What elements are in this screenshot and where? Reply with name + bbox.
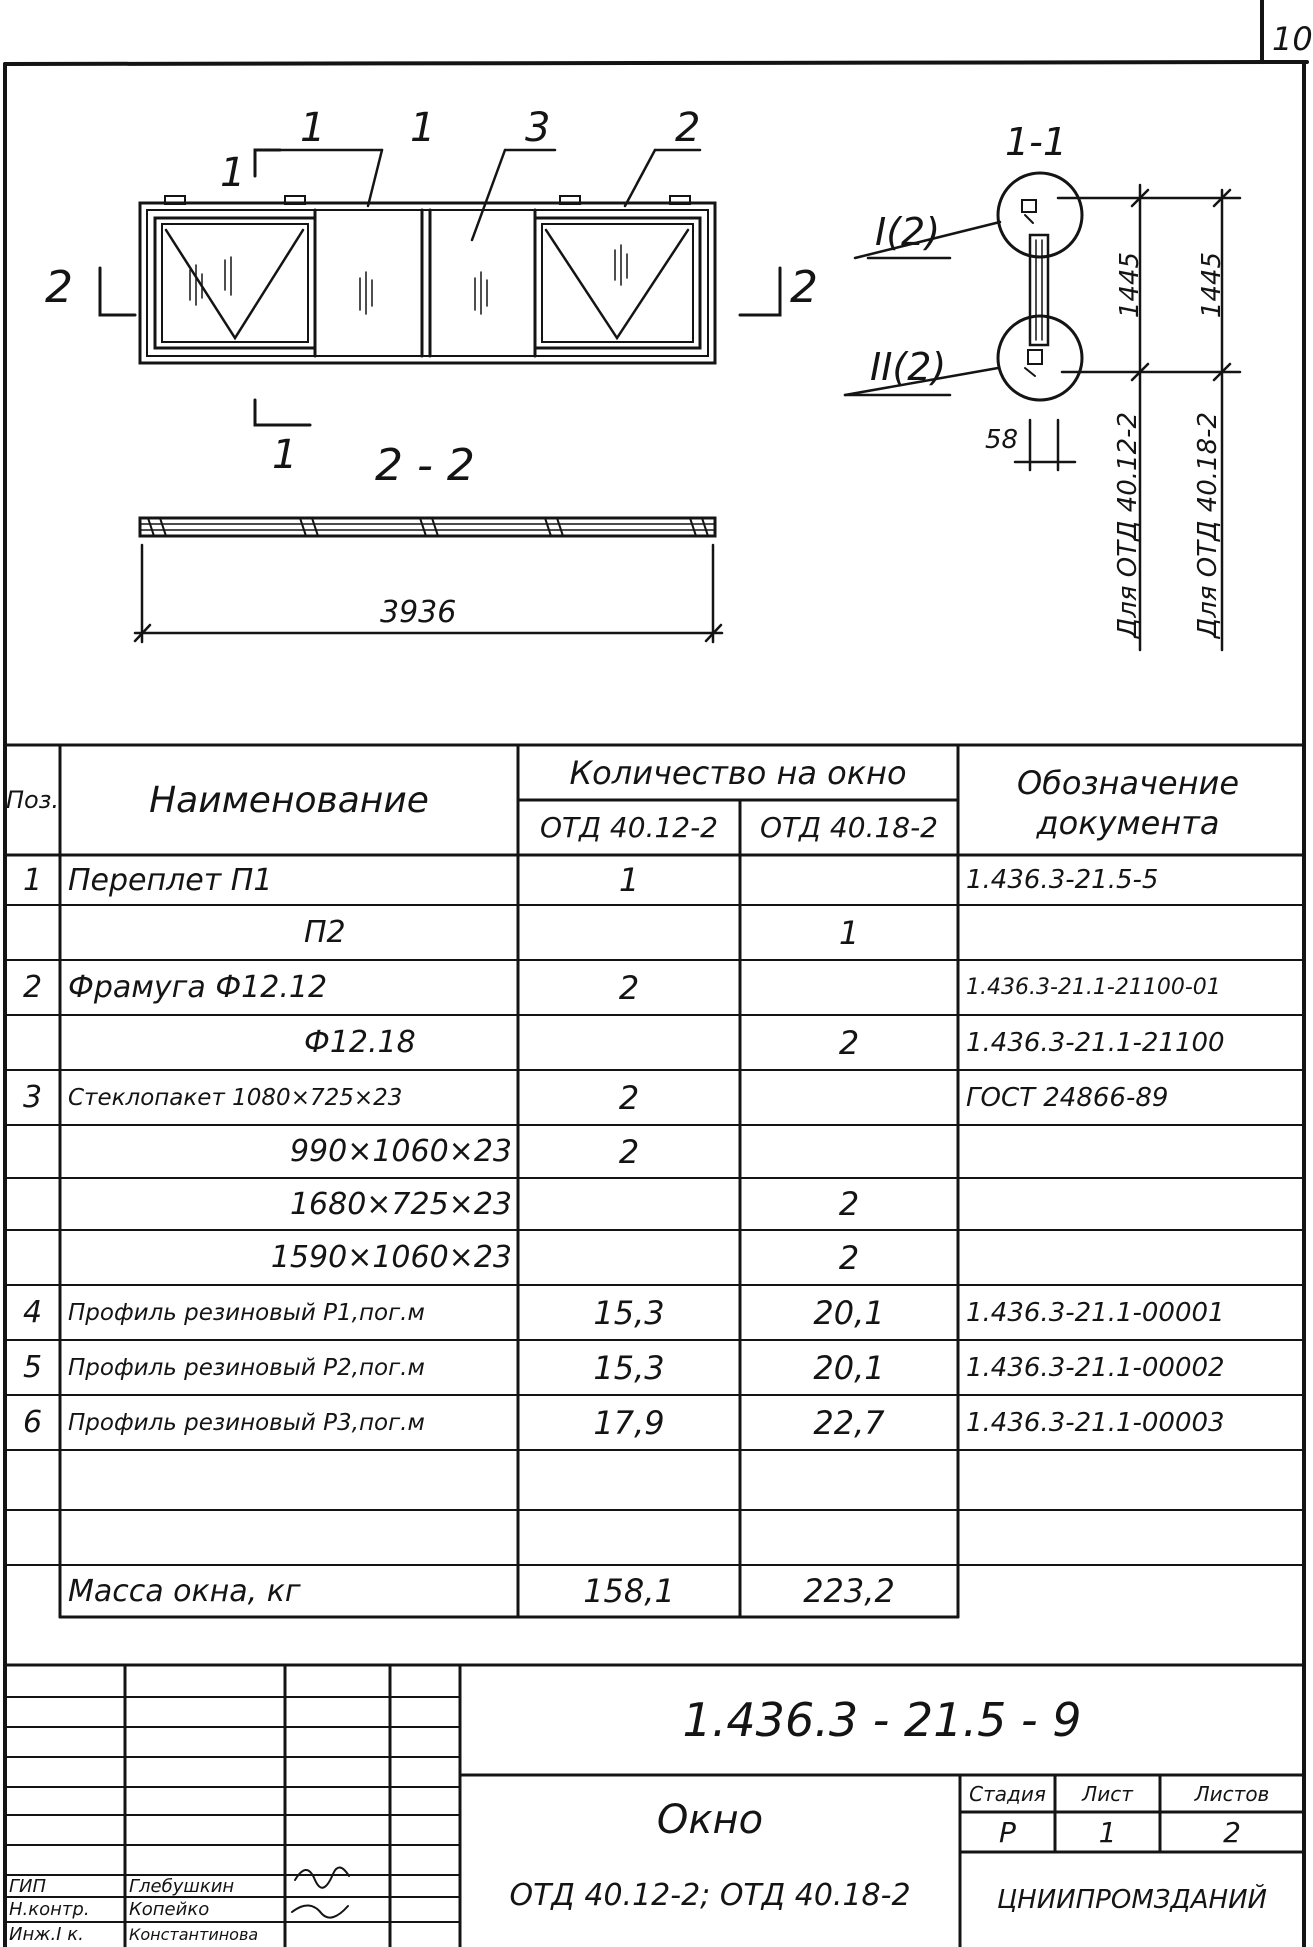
row-pos bbox=[5, 1015, 60, 1070]
row-qty-b: 1 bbox=[838, 913, 860, 952]
callout-1b: 1 bbox=[410, 105, 436, 151]
row-qty-b bbox=[740, 1070, 958, 1125]
row-qty-b: 2 bbox=[838, 1023, 860, 1062]
overall-dimension: 3936 bbox=[380, 595, 457, 630]
row-doc: 1.436.3-21.1-00002 bbox=[966, 1352, 1225, 1383]
row-name: Фрамуга Ф12.12 bbox=[68, 970, 328, 1005]
row-pos bbox=[5, 1510, 60, 1565]
signer-name-1: Глебушкин bbox=[129, 1875, 235, 1897]
row-doc: 1.436.3-21.1-21100 bbox=[966, 1027, 1225, 1058]
section-cut-2-right: 2 bbox=[790, 262, 818, 313]
section-2-2-title: 2 - 2 bbox=[375, 440, 475, 491]
row-pos bbox=[5, 1178, 60, 1230]
row-name: Масса окна, кг bbox=[68, 1573, 301, 1609]
drawing-subtitle: ОТД 40.12-2; ОТД 40.18-2 bbox=[509, 1877, 911, 1913]
row-qty-b: 20,1 bbox=[813, 1348, 885, 1387]
row-doc bbox=[962, 1510, 1308, 1565]
section-cut-1-top: 1 bbox=[220, 150, 246, 196]
row-pos: 3 bbox=[22, 1080, 43, 1115]
sheet-value: 1 bbox=[1098, 1815, 1117, 1849]
row-qty-a bbox=[518, 1015, 740, 1070]
header-qty-b: ОТД 40.18-2 bbox=[760, 811, 938, 844]
drawing-title: Окно bbox=[656, 1797, 764, 1843]
row-pos: 5 bbox=[22, 1350, 43, 1385]
row-pos bbox=[5, 1565, 60, 1617]
row-name bbox=[64, 1510, 516, 1565]
note-a: Для ОТД 40.12-2 bbox=[1113, 411, 1143, 639]
section-cut-1-bottom: 1 bbox=[272, 432, 298, 478]
row-doc bbox=[962, 905, 1308, 960]
row-qty-a bbox=[518, 1178, 740, 1230]
row-name: Переплет П1 bbox=[68, 862, 273, 898]
row-pos bbox=[5, 905, 60, 960]
row-name: Профиль резиновый Р3,пог.м bbox=[68, 1409, 425, 1436]
stage-value: Р bbox=[999, 1815, 1016, 1849]
row-pos: 4 bbox=[22, 1295, 43, 1330]
row-qty-b bbox=[740, 1510, 958, 1565]
signer-role-3: Инж.I к. bbox=[9, 1924, 84, 1945]
callout-2: 2 bbox=[675, 105, 701, 151]
header-pos: Поз. bbox=[5, 786, 60, 814]
row-qty-a: 2 bbox=[618, 1132, 640, 1171]
signer-role-2: Н.контр. bbox=[9, 1899, 90, 1920]
row-qty-a: 2 bbox=[618, 1078, 640, 1117]
window-elevation bbox=[140, 196, 715, 363]
row-pos bbox=[5, 1450, 60, 1510]
detail-1-label: I(2) bbox=[875, 210, 941, 254]
header-qty-a: ОТД 40.12-2 bbox=[540, 811, 718, 844]
signer-name-3: Константинова bbox=[129, 1925, 259, 1944]
stage-header: Стадия bbox=[969, 1781, 1046, 1806]
row-doc bbox=[962, 1565, 1308, 1617]
row-doc: 1.436.3-21.5-5 bbox=[966, 865, 1159, 895]
row-name: 1590×1060×23 bbox=[270, 1240, 512, 1275]
dim-1445-b: 1445 bbox=[1197, 251, 1227, 319]
row-name: 1680×725×23 bbox=[289, 1186, 512, 1222]
row-qty-b: 20,1 bbox=[813, 1293, 885, 1332]
signer-name-2: Копейко bbox=[129, 1899, 210, 1920]
sheet-corner-number: 10 bbox=[1272, 20, 1313, 58]
note-b: Для ОТД 40.18-2 bbox=[1193, 411, 1223, 639]
row-qty-a bbox=[518, 905, 740, 960]
section-1-1-title: 1-1 bbox=[1005, 120, 1068, 164]
document-code: 1.436.3 - 21.5 - 9 bbox=[682, 1693, 1082, 1747]
row-doc bbox=[962, 1450, 1308, 1510]
detail-2-label: II(2) bbox=[870, 345, 947, 389]
row-qty-a: 15,3 bbox=[593, 1348, 665, 1387]
sheets-header: Листов bbox=[1194, 1781, 1270, 1806]
organization-name: ЦНИИПРОМЗДАНИЙ bbox=[997, 1885, 1267, 1915]
row-name: Ф12.18 bbox=[304, 1025, 416, 1060]
row-pos bbox=[5, 1125, 60, 1178]
row-doc: 1.436.3-21.1-00003 bbox=[966, 1407, 1225, 1438]
row-qty-a: 1 bbox=[618, 861, 640, 899]
section-2-2-plan bbox=[140, 518, 715, 536]
row-qty-b bbox=[740, 855, 958, 905]
dim-1445-a: 1445 bbox=[1115, 251, 1145, 319]
header-name: Наименование bbox=[149, 779, 429, 821]
row-doc bbox=[962, 1125, 1308, 1178]
callout-3: 3 bbox=[525, 105, 551, 151]
row-qty-b: 2 bbox=[838, 1238, 860, 1277]
row-doc: ГОСТ 24866-89 bbox=[966, 1082, 1169, 1113]
row-name: Стеклопакет 1080×725×23 bbox=[68, 1084, 403, 1111]
row-doc bbox=[962, 1178, 1308, 1230]
row-qty-a bbox=[518, 1230, 740, 1285]
signer-role-1: ГИП bbox=[9, 1875, 47, 1897]
dim-58: 58 bbox=[985, 425, 1019, 455]
row-doc: 1.436.3-21.1-00001 bbox=[966, 1297, 1225, 1328]
row-qty-b: 22,7 bbox=[813, 1403, 885, 1442]
row-qty-b: 223,2 bbox=[803, 1572, 895, 1610]
row-name: Профиль резиновый Р2,пог.м bbox=[68, 1354, 425, 1381]
row-qty-a: 2 bbox=[618, 968, 640, 1007]
row-name: П2 bbox=[304, 915, 346, 950]
row-qty-a: 158,1 bbox=[583, 1572, 675, 1610]
row-doc bbox=[962, 1230, 1308, 1285]
row-qty-a bbox=[518, 1510, 740, 1565]
sheets-value: 2 bbox=[1223, 1815, 1241, 1849]
row-pos: 2 bbox=[22, 970, 43, 1005]
row-qty-a: 15,3 bbox=[593, 1293, 665, 1332]
row-qty-b bbox=[740, 960, 958, 1015]
row-name bbox=[64, 1450, 516, 1510]
row-name: 990×1060×23 bbox=[289, 1134, 512, 1169]
section-cut-2-left: 2 bbox=[45, 262, 73, 313]
callout-1a: 1 bbox=[300, 105, 326, 151]
row-doc: 1.436.3-21.1-21100-01 bbox=[966, 975, 1221, 1000]
row-qty-b bbox=[740, 1125, 958, 1178]
row-qty-b bbox=[740, 1450, 958, 1510]
row-pos: 1 bbox=[22, 862, 43, 898]
row-pos bbox=[5, 1230, 60, 1285]
header-doc: Обозначение документа bbox=[1016, 763, 1240, 842]
row-pos: 6 bbox=[22, 1405, 43, 1440]
header-qty-group: Количество на окно bbox=[569, 753, 907, 792]
row-name: Профиль резиновый Р1,пог.м bbox=[68, 1299, 425, 1326]
sheet-header: Лист bbox=[1082, 1781, 1133, 1806]
row-qty-a bbox=[518, 1450, 740, 1510]
row-qty-a: 17,9 bbox=[593, 1403, 665, 1442]
row-qty-b: 2 bbox=[838, 1185, 860, 1223]
